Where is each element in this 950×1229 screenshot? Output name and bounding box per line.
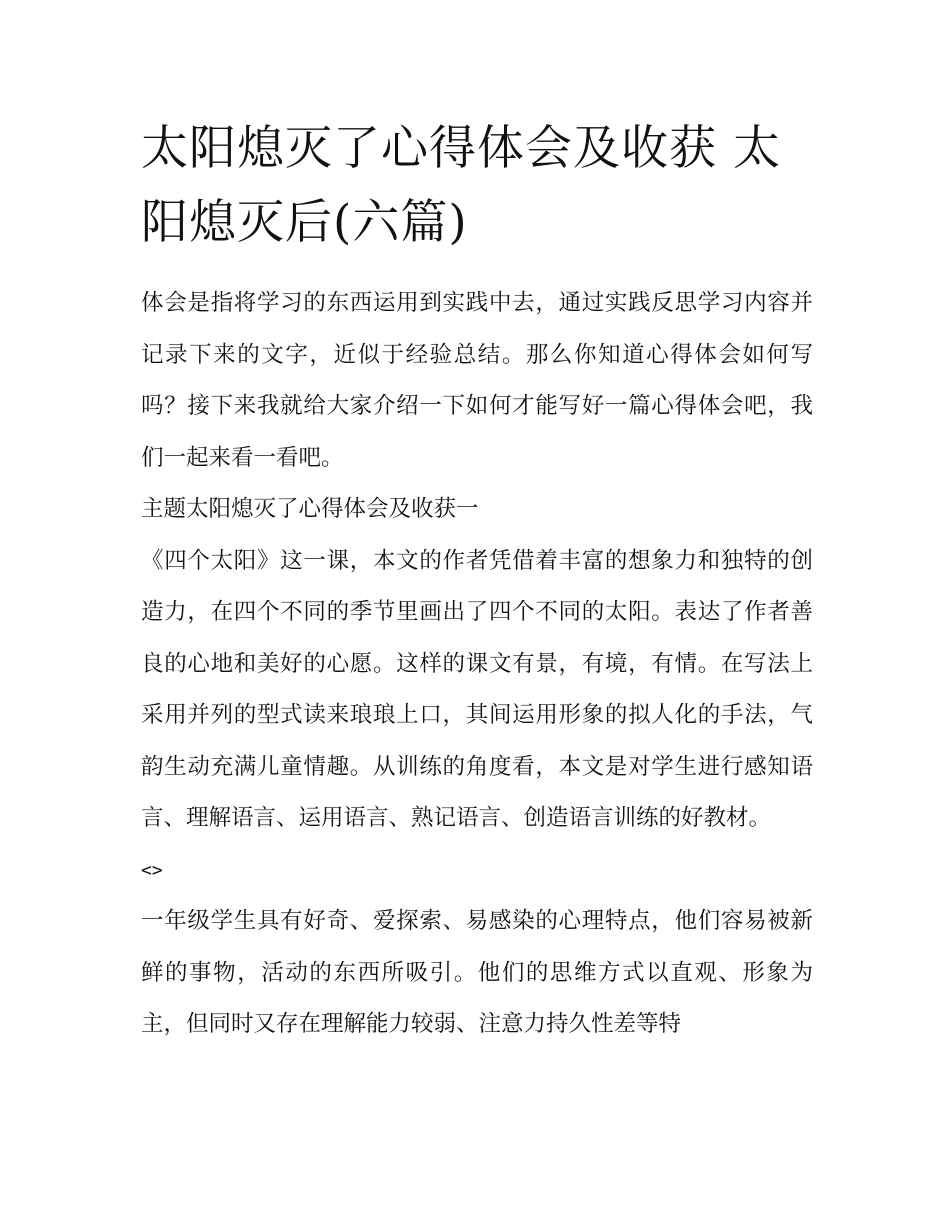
body-paragraph: 《四个太阳》这一课，本文的作者凭借着丰富的想象力和独特的创造力，在四个不同的季节里画出了四个不同的太阳。表达了作者善良的心地和美好的心愿。这样的课文有景，有境，有情。在写法上采用并列的型式读来琅琅上口，其间运用形象的拟人化的手法，气韵生动充满儿童情趣。从训练的角度看，本文是对学生进行感知语言、理解语言、运用语言、熟记语言、创造语言训练的好教材。 xyxy=(141,547,813,831)
document-body xyxy=(141,278,813,1051)
symbol-line: <> xyxy=(141,859,163,881)
document-page xyxy=(141,112,813,1051)
body-paragraph: 一年级学生具有好奇、爱探索、易感染的心理特点，他们容易被新鲜的事物，活动的东西所吸引。他们的思维方式以直观、形象为主，但同时又存在理解能力较弱、注意力持久性差等特 xyxy=(141,908,813,1037)
document-title: 太阳熄灭了心得体会及收获 太阳熄灭后(六篇) xyxy=(141,121,781,250)
section-heading: 主题太阳熄灭了心得体会及收获一 xyxy=(141,496,479,522)
intro-paragraph: 体会是指将学习的东西运用到实践中去，通过实践反思学习内容并记录下来的文字，近似于经验总结。那么你知道心得体会如何写吗？接下来我就给大家介绍一下如何才能写好一篇心得体会吧，我们一起来看一看吧。 xyxy=(141,290,813,471)
